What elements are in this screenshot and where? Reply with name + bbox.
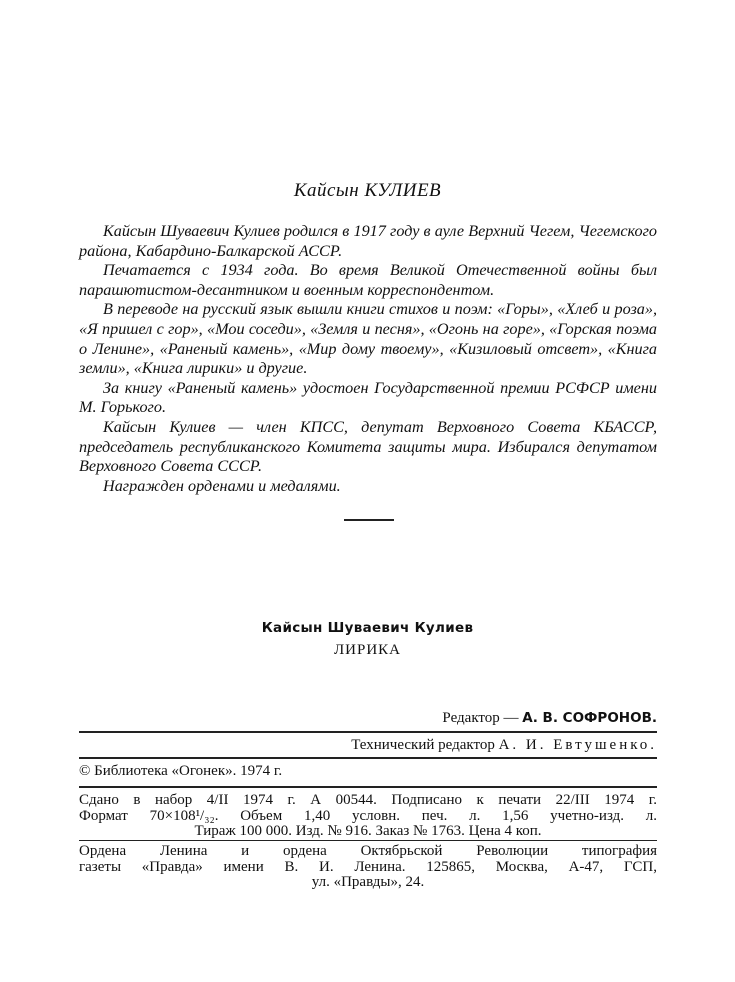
bio-paragraph: В переводе на русский язык вышли книги стихов и поэм: «Горы», «Хлеб и роза», «Я пришел с гор», «Мои соседи», «Земля и песня», «Огонь на горе», «Горская поэма о Ленине», «Раненый камень», «Мир дому твоему», «Кизиловый отсвет», «Книга земли», «Книга лирики» и другие. xyxy=(79,300,657,378)
book-title: ЛИРИКА xyxy=(333,642,402,658)
biography-text xyxy=(79,222,657,496)
print-data-line: Тираж 100 000. Изд. № 916. Заказ № 1763. Цена 4 коп. xyxy=(194,823,542,839)
bio-paragraph: Печатается с 1934 года. Во время Великой Отечественной войны был парашютистом-десантником и военным корреспондентом. xyxy=(79,261,657,299)
bio-title: Кайсын КУЛИЕВ xyxy=(293,180,442,201)
print-data-line: Сдано в набор 4/II 1974 г. А 00544. Подписано к печати 22/III 1974 г. xyxy=(79,792,657,808)
editor-name: А. В. СОФРОНОВ. xyxy=(522,710,657,726)
press-line: Ордена Ленина и ордена Октябрьской Революции типография xyxy=(79,843,657,859)
tech-editor-name: А. И. Евтушенко. xyxy=(498,737,657,753)
rule xyxy=(79,731,657,733)
print-data-line: Формат 70×108¹/₃₂. Объем 1,40 условн. печ. л. 1,56 учетно-изд. л. xyxy=(79,808,657,824)
rule xyxy=(79,757,657,759)
press-line: газеты «Правда» имени В. И. Ленина. 125865, Москва, А-47, ГСП, xyxy=(79,859,657,875)
editor-label: Редактор — xyxy=(442,710,519,726)
rule xyxy=(79,786,657,788)
rule xyxy=(79,840,657,841)
tech-editor-line xyxy=(79,737,657,753)
bio-paragraph: Кайсын Кулиев — член КПСС, депутат Верховного Совета КБАССР, председатель республиканского Комитета защиты мира. Избирался депутатом Верховного Совета СССР. xyxy=(79,417,657,476)
bio-paragraph: Кайсын Шуваевич Кулиев родился в 1917 году в ауле Верхний Чегем, Чегемского района, Кабардино-Балкарской АССР. xyxy=(79,222,657,260)
copyright-line: © Библиотека «Огонек». 1974 г. xyxy=(79,763,283,779)
author-name: Кайсын Шуваевич Кулиев xyxy=(261,620,474,636)
tech-editor-label: Технический редактор xyxy=(351,737,495,753)
bio-paragraph: За книгу «Раненый камень» удостоен Государственной премии РСФСР имени М. Горького. xyxy=(79,378,657,417)
press-line: ул. «Правды», 24. xyxy=(311,874,425,890)
bio-paragraph: Награжден орденами и медалями. xyxy=(103,476,341,495)
editor-line xyxy=(79,710,657,726)
divider xyxy=(344,519,394,521)
